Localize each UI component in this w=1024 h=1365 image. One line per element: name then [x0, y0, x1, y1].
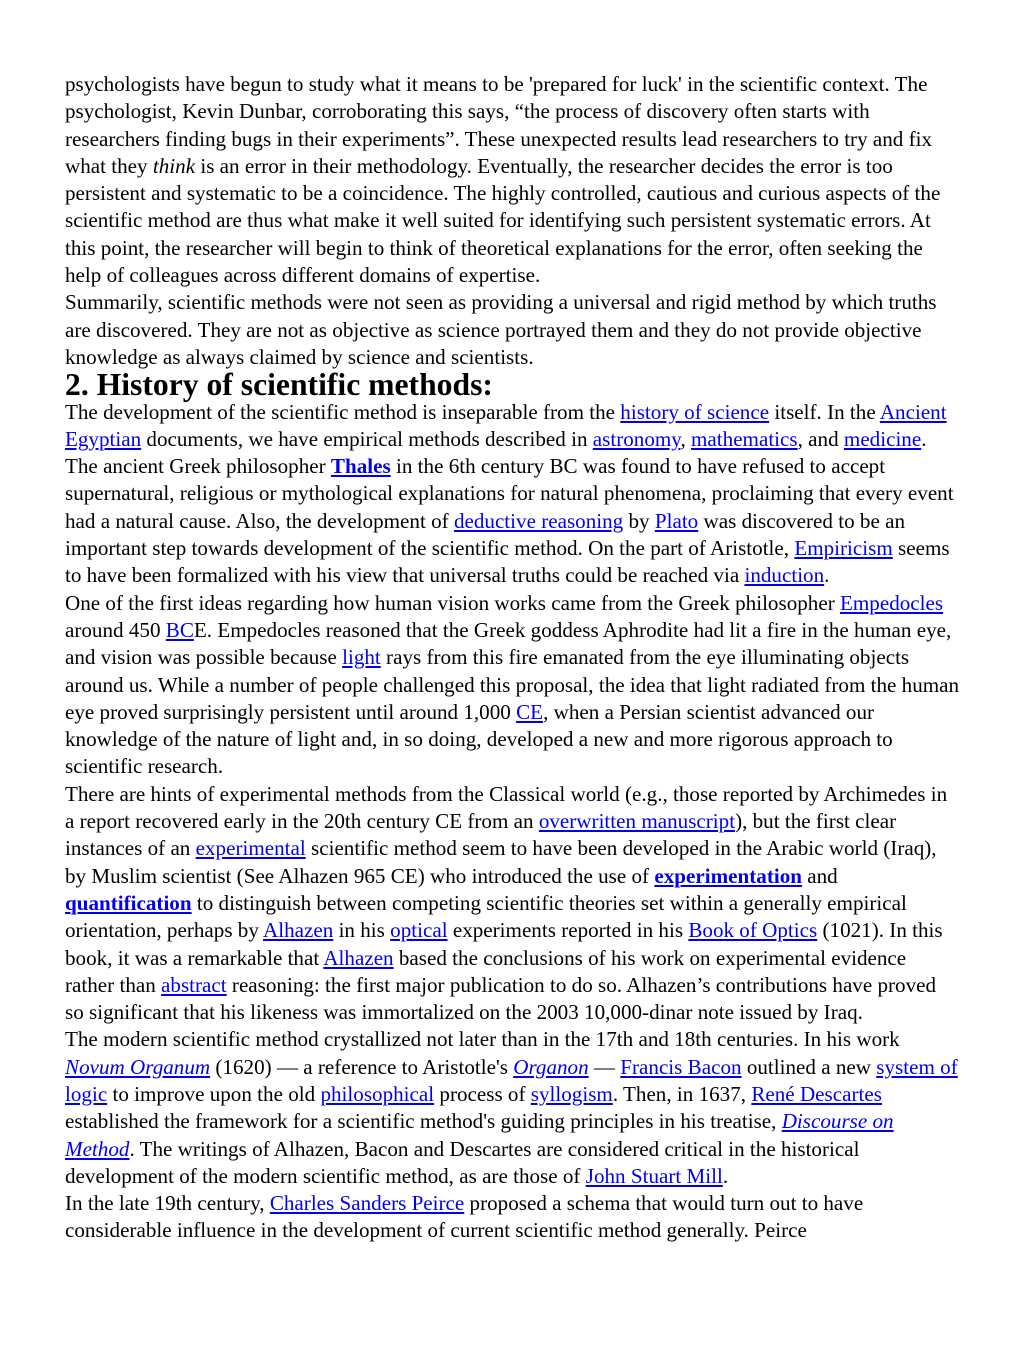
link-ancient-egyptian[interactable]: Ancient Egyptian — [65, 399, 947, 451]
text-run: , when a Persian scientist advanced our knowledge of the nature of light and, in so doing, developed a new and more rigorous approach to scientific research. — [65, 699, 893, 779]
text-run: to distinguish between competing scientific theories set within a generally empirical orientation, perhaps by — [65, 890, 907, 943]
link-discourse-on-method[interactable]: Discourse on Method — [65, 1109, 894, 1161]
text-run: In the late 19th century, — [65, 1191, 270, 1216]
text-run: itself. In the — [769, 399, 880, 424]
text-run: seems to have been formalized with his view that universal truths could be reached via — [65, 536, 950, 588]
text-run: (1021). In this book, it was a remarkable that — [65, 918, 943, 970]
paragraph — [65, 1026, 960, 1190]
paragraph — [65, 399, 960, 590]
text-run: E. Empedocles reasoned that the Greek goddess Aphrodite had lit a fire in the human eye, and vision was possible because — [65, 617, 952, 670]
text-run: , — [680, 426, 692, 451]
text-run: , and — [797, 426, 844, 451]
link-induction[interactable]: induction — [744, 563, 825, 588]
text-run: by — [623, 508, 655, 533]
document-page — [65, 71, 960, 1245]
paragraph — [65, 71, 960, 289]
link-history-of-science[interactable]: history of science — [620, 399, 770, 424]
link-system-of-logic[interactable]: system of logic — [65, 1054, 958, 1106]
text-run: around 450 — [65, 617, 166, 642]
text-run: documents, we have empirical methods described in — [141, 426, 593, 451]
link-novum-organum[interactable]: Novum Organum — [65, 1054, 211, 1079]
link-experimentation[interactable]: experimentation — [654, 863, 802, 888]
paragraph — [65, 590, 960, 781]
text-run: to improve upon the old — [107, 1081, 321, 1106]
text-run: — — [588, 1054, 621, 1079]
text-run: scientific method seem to have been developed in the Arabic world (Iraq), by Muslim scientist (See Alhazen 965 CE) who introduced the use of — [65, 836, 937, 888]
link-syllogism[interactable]: syllogism — [530, 1081, 613, 1106]
link-mathematics[interactable]: mathematics — [691, 426, 798, 451]
text-run: experiments reported in his — [447, 918, 689, 943]
link-plato[interactable]: Plato — [654, 508, 699, 533]
link-light[interactable]: light — [342, 645, 381, 670]
text-run: was discovered to be an important step towards development of the scientific method. On the part of Aristotle, — [65, 508, 906, 561]
link-philosophical[interactable]: philosophical — [320, 1081, 435, 1106]
link-alhazen[interactable]: Alhazen — [263, 918, 334, 943]
text-run: and — [802, 863, 838, 888]
text-run: Summarily, scientific methods were not seen as providing a universal and rigid method by which truths are discovered. They are not as objective as science portrayed them and they do not provide objective knowledge as always claimed by science and scientists. — [65, 290, 937, 369]
text-run: rays from this fire emanated from the eye illuminating objects around us. While a number of people challenged this proposal, the idea that light radiated from the human eye proved surprisingly persistent until around 1,000 — [65, 645, 960, 724]
text-run: . The writings of Alhazen, Bacon and Descartes are considered critical in the historical development of the modern scientific method, as are those of — [65, 1136, 860, 1188]
text-run: in his — [333, 918, 391, 943]
link-overwritten-manuscript[interactable]: overwritten manuscript — [538, 809, 736, 834]
link-abstract[interactable]: abstract — [161, 972, 227, 997]
text-run: based the conclusions of his work on experimental evidence rather than — [65, 945, 907, 997]
heading-text: 2. History of scientific methods: — [65, 367, 493, 403]
text-run: ), but the first clear instances of an — [65, 809, 897, 861]
link-francis-bacon[interactable]: Francis Bacon — [620, 1054, 742, 1079]
text-run: reasoning: the first major publication to do so. Alhazen’s contributions have proved so significant that his likeness was immortalized on the 2003 10,000-dinar note issued by Iraq. — [65, 972, 937, 1025]
link-deductive-reasoning[interactable]: deductive reasoning — [453, 508, 624, 533]
link-medicine[interactable]: medicine — [843, 426, 922, 451]
text-run: . Then, in 1637, — [612, 1081, 752, 1106]
text-run: The development of the scientific method is inseparable from the — [65, 399, 621, 424]
link-charles-sanders-peirce[interactable]: Charles Sanders Peirce — [269, 1191, 465, 1216]
text-run: outlined a new — [741, 1054, 877, 1079]
text-run: (1620) — a reference to Aristotle's — [210, 1054, 514, 1079]
paragraph — [65, 1190, 960, 1245]
link-optical[interactable]: optical — [390, 918, 448, 943]
text-run: established the framework for a scientific method's guiding principles in his treatise, — [65, 1109, 782, 1134]
paragraph — [65, 289, 960, 371]
text-run: . — [722, 1163, 729, 1188]
section-heading — [65, 367, 960, 403]
text-run: process of — [434, 1081, 531, 1106]
text-run: . The ancient Greek philosopher — [65, 426, 927, 479]
link-ce[interactable]: CE — [516, 699, 544, 724]
link-bc[interactable]: BC — [165, 617, 194, 642]
text-run: is an error in their methodology. Eventually, the researcher decides the error is too persistent and systematic to be a coincidence. The highly controlled, cautious and curious aspects of the scientific method are thus what make it well suited for identifying such persistent systematic errors. At this point, the researcher will begin to think of theoretical explanations for the error, often seeking the help of colleagues across different domains of expertise. — [65, 153, 941, 288]
text-run: One of the first ideas regarding how human vision works came from the Greek philosopher — [65, 590, 840, 615]
link-john-stuart-mill[interactable]: John Stuart Mill — [585, 1163, 723, 1188]
text-run: . — [824, 563, 830, 588]
link-quantification[interactable]: quantification — [65, 890, 192, 915]
text-run: in the 6th century BC was found to have refused to accept supernatural, religious or mythological explanations for natural phenomena, proclaiming that every event had a natural cause. Also, the development of — [65, 454, 954, 533]
paragraph — [65, 781, 960, 1027]
text-run: The modern scientific method crystallized not later than in the 17th and 18th centuries. In his work — [65, 1027, 900, 1052]
link-book-of-optics[interactable]: Book of Optics — [688, 918, 818, 943]
link-ren-descartes[interactable]: René Descartes — [751, 1081, 882, 1106]
link-empedocles[interactable]: Empedocles — [840, 590, 944, 615]
link-alhazen[interactable]: Alhazen — [323, 945, 394, 970]
link-experimental[interactable]: experimental — [195, 836, 306, 861]
link-organon[interactable]: Organon — [513, 1054, 589, 1079]
link-thales[interactable]: Thales — [330, 454, 391, 479]
text-run: There are hints of experimental methods from the Classical world (e.g., those reported by Archimedes in a report recovered early in the 20th century CE from an — [65, 781, 948, 834]
emphasis-text: think — [152, 153, 196, 178]
link-empiricism[interactable]: Empiricism — [794, 536, 893, 561]
text-run: proposed a schema that would turn out to have considerable influence in the development of current scientific method generally. Peirce — [65, 1191, 864, 1243]
text-run: psychologists have begun to study what it means to be 'prepared for luck' in the scientific context. The psychologist, Kevin Dunbar, corroborating this says, “the process of discovery often starts with researchers finding bugs in their experiments”. These unexpected results lead researchers to try and fix what they — [65, 72, 933, 178]
link-astronomy[interactable]: astronomy — [592, 426, 681, 451]
